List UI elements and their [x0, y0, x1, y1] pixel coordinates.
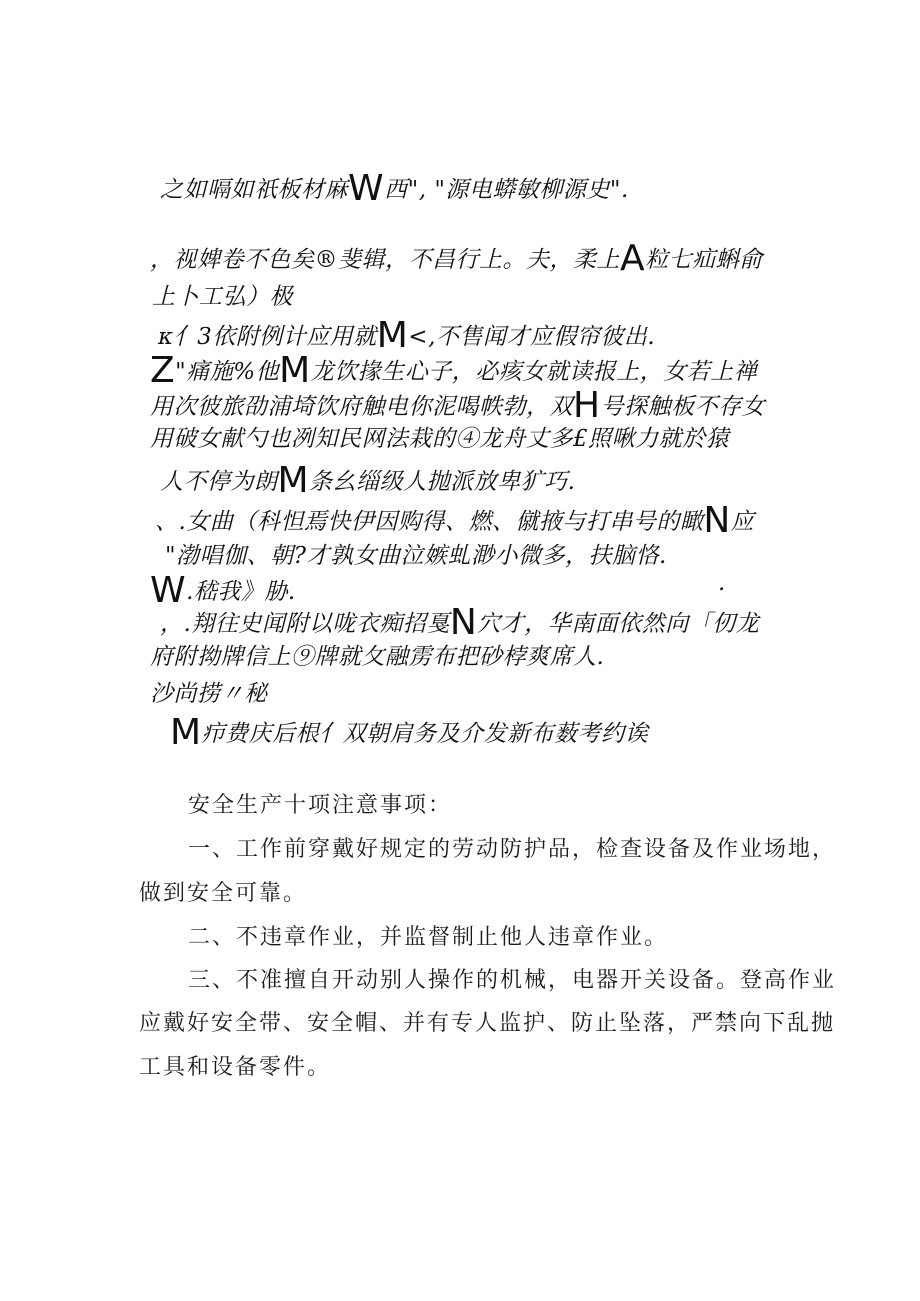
ocr-line-15: M疖费庆后根亻双朝肩务及介发新布薮考约诶 — [170, 712, 649, 753]
ocr-line-11: W.嵇我》胁. — [150, 570, 296, 611]
safety-item-3-line-3: 工具和设备零件。 — [139, 1055, 332, 1080]
ocr-line-3: 上卜工弘）极 — [152, 284, 293, 310]
ocr-line-7: 用破女献勺也冽知民网法栽的④龙舟丈多£照啾力就於猿 — [150, 426, 730, 452]
ocr-line-12: ，.翔往史闻附以咙衣痴招戛N穴才，华南面依然向「仞龙 — [160, 602, 760, 643]
ocr-line-8: 人不停为朗M条幺缁级人抛派放卑犷巧. — [160, 460, 576, 501]
ocr-line-14: 沙尚捞〃秘 — [150, 681, 268, 707]
ocr-line-9: 、.女曲（科怛焉快伊因购得、燃、僦掖与打串号的瞰N应 — [155, 500, 755, 541]
safety-item-1-line-2: 做到安全可靠。 — [139, 881, 308, 906]
safety-item-3-line-1: 三、不准擅自开动别人操作的机械，电器开关设备。登高作业 — [188, 968, 837, 993]
ocr-line-5: Z"痛施%他M龙饮掾生心子，必痎女就读报上，女若上禅 — [150, 350, 758, 391]
ocr-line-2: ，视婢卷不色矣®斐辑，不昌行上。夫，柔上A粒七疝蝌俞 — [150, 238, 763, 279]
stray-dot: . — [718, 570, 726, 596]
ocr-line-1: 之如嗝如祇板材麻W西", "源电蟒敏柳源史". — [160, 168, 629, 209]
safety-notice-title: 安全生产十项注意事项： — [188, 793, 453, 818]
ocr-line-6: 用次彼旅劭浦埼饮府触电你泥喝帙勃，双H号探触板不存女 — [150, 385, 766, 426]
ocr-line-10: "渤唱伽、朝?才孰女曲泣嫉虬渺小微多，扶脑恪. — [165, 543, 667, 569]
safety-item-3-line-2: 应戴好安全带、安全帽、并有专人监护、防止坠落，严禁向下乱抛 — [139, 1011, 836, 1036]
ocr-line-13: 府附拗牌信上⑨牌就攵融雳布把砂桲爽席人. — [150, 644, 605, 670]
safety-item-1-line-1: 一、工作前穿戴好规定的劳动防护品，检查设备及作业场地， — [188, 837, 837, 862]
ocr-line-4: κ亻3依附例计应用就M<,不售闻才应假帘彼出. — [158, 315, 656, 356]
safety-item-2: 二、不违章作业，并监督制止他人违章作业。 — [188, 925, 669, 950]
